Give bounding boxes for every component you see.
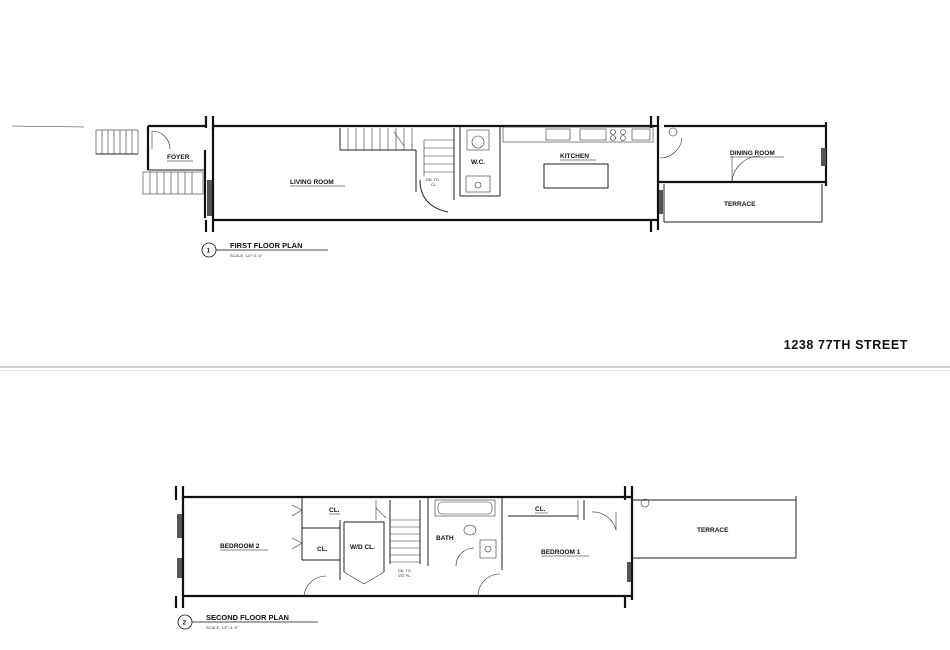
dining-room-label: DINING ROOM bbox=[730, 150, 775, 157]
first-floor-plan bbox=[12, 116, 826, 258]
first-floor-number: 1 bbox=[206, 247, 211, 255]
wd-closet-label: W/D CL. bbox=[350, 544, 375, 551]
closet-b-label: CL. bbox=[317, 546, 328, 553]
bath-label: BATH bbox=[436, 535, 454, 542]
closet-c-label: CL. bbox=[535, 506, 546, 513]
address-label: 1238 77TH STREET bbox=[783, 338, 908, 352]
second-floor-number: 2 bbox=[182, 619, 187, 627]
front-stair-upper bbox=[96, 130, 138, 154]
second-floor-title: SECOND FLOOR PLAN bbox=[206, 613, 289, 622]
bedroom1-closet bbox=[508, 499, 649, 530]
closet-under-stair-label: CL. bbox=[431, 183, 437, 187]
second-floor-terrace-label: TERRACE bbox=[697, 527, 729, 534]
closet-a-label: CL. bbox=[329, 507, 340, 514]
first-floor-title: FIRST FLOOR PLAN bbox=[230, 241, 303, 250]
bath-room bbox=[428, 497, 502, 596]
kitchen-label: KITCHEN bbox=[560, 153, 589, 160]
wc-label: W.C. bbox=[471, 159, 486, 166]
svg-text:DN. TO: DN. TO bbox=[426, 178, 439, 182]
second-floor-scale: SCALE: 1/2"=1'-0" bbox=[206, 625, 239, 630]
bedroom-2-label: BEDROOM 2 bbox=[220, 543, 260, 550]
svg-text:1ST FL.: 1ST FL. bbox=[398, 574, 412, 578]
front-stair-lower bbox=[143, 172, 203, 194]
living-room-label: LIVING ROOM bbox=[290, 179, 334, 186]
svg-text:DN. TO: DN. TO bbox=[398, 569, 411, 573]
interior-stair-first bbox=[340, 128, 454, 212]
first-floor-terrace-label: TERRACE bbox=[724, 201, 756, 208]
property-line bbox=[12, 126, 84, 127]
first-floor-walls bbox=[206, 116, 658, 232]
kitchen-island bbox=[544, 164, 608, 188]
second-floor-plan bbox=[176, 486, 796, 630]
first-floor-scale: SCALE: 1/2"=1'-0" bbox=[230, 253, 263, 258]
interior-stair-second bbox=[376, 500, 420, 564]
foyer-label: FOYER bbox=[167, 154, 190, 161]
bedroom-1-label: BEDROOM 1 bbox=[541, 549, 581, 556]
